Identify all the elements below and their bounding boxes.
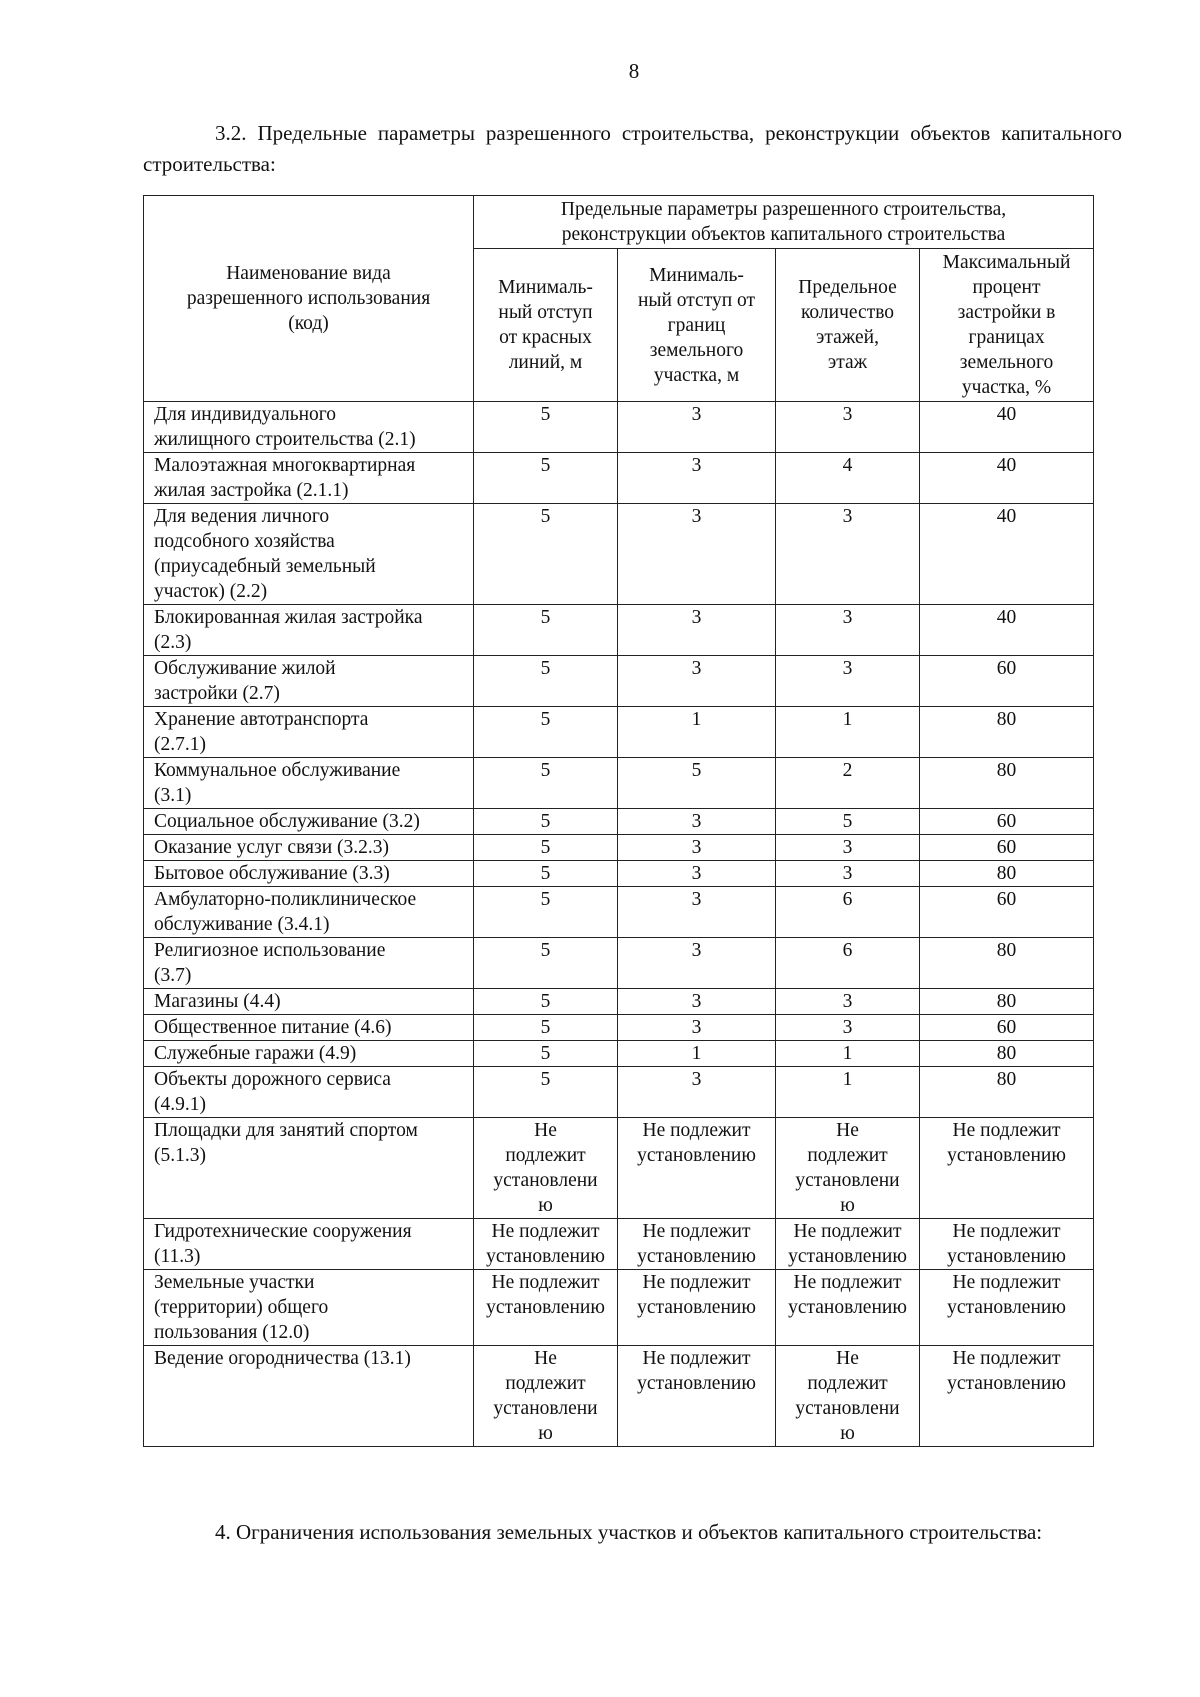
cell-line: 60 xyxy=(996,658,1017,679)
cell-line: 3 xyxy=(691,506,702,527)
cell-line: Религиозное использование xyxy=(154,940,386,961)
table-row xyxy=(144,835,1094,861)
use-type-cell xyxy=(144,938,474,989)
min-offset-red-lines-cell xyxy=(474,1219,618,1270)
cell-line: Не подлежит xyxy=(491,1272,600,1293)
cell-line: (5.1.3) xyxy=(154,1145,206,1166)
table-row xyxy=(144,758,1094,809)
cell-line: 3 xyxy=(691,837,702,858)
cell-line: ю xyxy=(538,1195,553,1216)
cell-line: ю xyxy=(840,1195,855,1216)
use-type-cell xyxy=(144,1219,474,1270)
cell-line: 6 xyxy=(842,889,853,910)
cell-line: 5 xyxy=(540,837,551,858)
min-offset-red-lines-cell xyxy=(474,1067,618,1118)
max-floors-cell xyxy=(776,938,920,989)
cell-line: 3 xyxy=(842,1017,853,1038)
cell-line: границ xyxy=(667,314,726,336)
table-row xyxy=(144,656,1094,707)
cell-line: подлежит xyxy=(807,1373,888,1394)
max-coverage-percent-cell xyxy=(920,1219,1094,1270)
cell-line: установлению xyxy=(947,1145,1066,1166)
cell-line: Не xyxy=(836,1348,859,1369)
min-offset-red-lines-cell xyxy=(474,835,618,861)
cell-line: ю xyxy=(538,1423,553,1444)
cell-line: 60 xyxy=(996,889,1017,910)
section-4-heading xyxy=(143,1517,1122,1548)
cell-line: участок) (2.2) xyxy=(154,581,268,602)
min-offset-plot-borders-cell xyxy=(618,758,776,809)
min-offset-red-lines-cell xyxy=(474,938,618,989)
cell-line: Хранение автотранспорта xyxy=(154,709,369,730)
min-offset-plot-borders-cell xyxy=(618,1015,776,1041)
table-row xyxy=(144,1041,1094,1067)
cell-line: Не подлежит xyxy=(952,1120,1061,1141)
cell-line: границах xyxy=(968,327,1045,348)
max-floors-cell xyxy=(776,861,920,887)
cell-line: (4.9.1) xyxy=(154,1094,206,1115)
cell-line: 3 xyxy=(842,506,853,527)
cell-line: 3 xyxy=(691,889,702,910)
cell-line: Объекты дорожного сервиса xyxy=(154,1069,391,1090)
cell-line: Гидротехнические сооружения xyxy=(154,1221,412,1242)
header-use-type xyxy=(144,196,474,402)
table-header xyxy=(144,196,1094,402)
cell-line: 5 xyxy=(540,889,551,910)
max-floors-cell xyxy=(776,1041,920,1067)
max-coverage-percent-cell xyxy=(920,758,1094,809)
cell-line: 80 xyxy=(996,991,1017,1012)
cell-line: Не подлежит xyxy=(952,1348,1061,1369)
cell-line: 3 xyxy=(691,1069,702,1090)
cell-line: (территории) общего xyxy=(154,1297,329,1318)
cell-line: (3.1) xyxy=(154,785,192,806)
cell-line: установлению xyxy=(788,1297,907,1318)
min-offset-red-lines-cell xyxy=(474,1270,618,1346)
min-offset-plot-borders-cell xyxy=(618,809,776,835)
cell-line: установлени xyxy=(795,1170,900,1191)
table-row xyxy=(144,989,1094,1015)
cell-line: 2 xyxy=(842,760,853,781)
cell-line: 3 xyxy=(842,607,853,628)
min-offset-plot-borders-cell xyxy=(618,707,776,758)
max-floors-cell xyxy=(776,1015,920,1041)
use-type-cell xyxy=(144,1346,474,1447)
cell-line: 3 xyxy=(842,658,853,679)
cell-line: Бытовое обслуживание (3.3) xyxy=(154,863,390,884)
cell-line: Не xyxy=(836,1120,859,1141)
cell-line: Не подлежит xyxy=(642,1221,751,1242)
cell-line: 5 xyxy=(540,658,551,679)
cell-line: установлению xyxy=(947,1297,1066,1318)
header-parameters-group xyxy=(474,196,1094,249)
min-offset-plot-borders-cell xyxy=(618,402,776,453)
min-offset-red-lines-cell xyxy=(474,1118,618,1219)
cell-line: Оказание услуг связи (3.2.3) xyxy=(154,837,390,858)
cell-line: подсобного хозяйства xyxy=(154,531,335,552)
max-coverage-percent-cell xyxy=(920,707,1094,758)
cell-line: Максимальный xyxy=(942,252,1071,273)
min-offset-red-lines-cell xyxy=(474,809,618,835)
use-type-cell xyxy=(144,402,474,453)
max-coverage-percent-cell xyxy=(920,1067,1094,1118)
use-type-cell xyxy=(144,1118,474,1219)
cell-line: Блокированная жилая застройка xyxy=(154,607,423,628)
table-row xyxy=(144,938,1094,989)
cell-line: Амбулаторно-поликлиническое xyxy=(154,889,417,910)
max-floors-cell xyxy=(776,402,920,453)
min-offset-plot-borders-cell xyxy=(618,656,776,707)
cell-line: Предельные параметры разрешенного строительства, xyxy=(560,199,1007,220)
max-coverage-percent-cell xyxy=(920,887,1094,938)
max-floors-cell xyxy=(776,1346,920,1447)
cell-line: установлению xyxy=(637,1246,756,1267)
cell-line: 5 xyxy=(540,506,551,527)
cell-line: участка, % xyxy=(961,377,1052,398)
cell-line: разрешенного использования xyxy=(186,288,431,309)
use-type-cell xyxy=(144,989,474,1015)
cell-line: 1 xyxy=(842,709,853,730)
cell-line: процент xyxy=(972,277,1041,298)
min-offset-red-lines-cell xyxy=(474,656,618,707)
cell-line: (2.3) xyxy=(154,632,192,653)
min-offset-red-lines-cell xyxy=(474,758,618,809)
cell-line: Коммунальное обслуживание xyxy=(154,760,401,781)
cell-line: 5 xyxy=(540,455,551,476)
cell-line: 3 xyxy=(842,863,853,884)
cell-line: 5 xyxy=(842,811,853,832)
min-offset-plot-borders-cell xyxy=(618,861,776,887)
max-floors-cell xyxy=(776,989,920,1015)
cell-line: 5 xyxy=(540,760,551,781)
cell-line: Минималь- xyxy=(649,264,744,286)
cell-line: 80 xyxy=(996,1043,1017,1064)
cell-line: Ведение огородничества (13.1) xyxy=(154,1348,411,1369)
use-type-cell xyxy=(144,758,474,809)
cell-line: 80 xyxy=(996,760,1017,781)
cell-line: 1 xyxy=(691,709,702,730)
cell-line: 80 xyxy=(996,940,1017,961)
cell-line: подлежит xyxy=(505,1373,586,1394)
cell-line: 40 xyxy=(996,455,1017,476)
cell-line: 3 xyxy=(691,940,702,961)
use-type-cell xyxy=(144,1067,474,1118)
cell-line: 5 xyxy=(540,1043,551,1064)
use-type-cell xyxy=(144,861,474,887)
cell-line: линий, м xyxy=(508,352,583,373)
max-floors-cell xyxy=(776,453,920,504)
cell-line: 5 xyxy=(540,709,551,730)
cell-line: 5 xyxy=(540,607,551,628)
max-coverage-percent-cell xyxy=(920,1015,1094,1041)
max-coverage-percent-cell xyxy=(920,989,1094,1015)
cell-line: установлению xyxy=(637,1145,756,1166)
cell-line: Для индивидуального xyxy=(154,404,337,425)
min-offset-plot-borders-cell xyxy=(618,1041,776,1067)
max-coverage-percent-cell xyxy=(920,809,1094,835)
cell-line: 5 xyxy=(540,1017,551,1038)
table-body xyxy=(144,402,1094,1447)
cell-line: 3 xyxy=(842,991,853,1012)
page-number: 8 xyxy=(628,59,640,83)
table-row xyxy=(144,605,1094,656)
max-coverage-percent-cell xyxy=(920,453,1094,504)
cell-line: Минималь- xyxy=(498,277,593,298)
cell-line: 5 xyxy=(540,991,551,1012)
cell-line: ный отступ от xyxy=(637,289,756,311)
cell-line: 80 xyxy=(996,863,1017,884)
min-offset-plot-borders-cell xyxy=(618,1346,776,1447)
min-offset-plot-borders-cell xyxy=(618,989,776,1015)
max-floors-cell xyxy=(776,656,920,707)
min-offset-red-lines-cell xyxy=(474,504,618,605)
max-floors-cell xyxy=(776,1270,920,1346)
max-floors-cell xyxy=(776,758,920,809)
max-coverage-percent-cell xyxy=(920,402,1094,453)
cell-line: застройки (2.7) xyxy=(154,683,280,704)
cell-line: установлению xyxy=(947,1246,1066,1267)
cell-line: Предельное xyxy=(798,277,897,298)
cell-line: 3 xyxy=(842,404,853,425)
cell-line: подлежит xyxy=(505,1145,586,1166)
cell-line: 3 xyxy=(691,811,702,832)
table-row xyxy=(144,1346,1094,1447)
cell-line: Для ведения личного xyxy=(154,506,330,527)
cell-line: Не подлежит xyxy=(952,1272,1061,1293)
max-floors-cell xyxy=(776,707,920,758)
table-row xyxy=(144,402,1094,453)
cell-line: Не подлежит xyxy=(952,1221,1061,1242)
cell-line: Не подлежит xyxy=(793,1221,902,1242)
max-coverage-percent-cell xyxy=(920,1346,1094,1447)
table-row xyxy=(144,861,1094,887)
use-type-cell xyxy=(144,504,474,605)
cell-line: 5 xyxy=(540,811,551,832)
max-floors-cell xyxy=(776,809,920,835)
parameters-table xyxy=(143,195,1094,1447)
cell-line: 60 xyxy=(996,1017,1017,1038)
cell-line: подлежит xyxy=(807,1145,888,1166)
header-min-offset-plot-borders xyxy=(618,249,776,402)
cell-line: 3 xyxy=(691,404,702,425)
table-row xyxy=(144,1219,1094,1270)
cell-line: количество xyxy=(800,302,895,323)
cell-line: 3 xyxy=(842,837,853,858)
cell-line: 80 xyxy=(996,709,1017,730)
cell-line: установлению xyxy=(486,1297,605,1318)
cell-line: (2.7.1) xyxy=(154,734,206,755)
cell-line: 6 xyxy=(842,940,853,961)
cell-line: 40 xyxy=(996,506,1017,527)
header-min-offset-red-lines xyxy=(474,249,618,402)
cell-line: Малоэтажная многоквартирная xyxy=(154,455,416,476)
cell-line: Не xyxy=(534,1120,557,1141)
cell-line: 3 xyxy=(691,991,702,1012)
cell-line: застройки в xyxy=(957,302,1056,323)
cell-line: 1 xyxy=(691,1043,702,1064)
max-coverage-percent-cell xyxy=(920,504,1094,605)
cell-line: 80 xyxy=(996,1069,1017,1090)
min-offset-red-lines-cell xyxy=(474,861,618,887)
min-offset-plot-borders-cell xyxy=(618,1270,776,1346)
max-coverage-percent-cell xyxy=(920,938,1094,989)
cell-line: Служебные гаражи (4.9) xyxy=(154,1043,357,1064)
section-3-2-heading xyxy=(143,118,1122,180)
cell-line: установлени xyxy=(795,1398,900,1419)
cell-line: Не подлежит xyxy=(793,1272,902,1293)
min-offset-red-lines-cell xyxy=(474,1015,618,1041)
cell-line: 40 xyxy=(996,404,1017,425)
use-type-cell xyxy=(144,656,474,707)
use-type-cell xyxy=(144,707,474,758)
header-max-floors xyxy=(776,249,920,402)
cell-line: 1 xyxy=(842,1069,853,1090)
min-offset-plot-borders-cell xyxy=(618,887,776,938)
cell-line: (приусадебный земельный xyxy=(154,556,376,577)
min-offset-red-lines-cell xyxy=(474,707,618,758)
min-offset-plot-borders-cell xyxy=(618,453,776,504)
cell-line: 1 xyxy=(842,1043,853,1064)
cell-line: 3 xyxy=(691,455,702,476)
table-row xyxy=(144,707,1094,758)
max-coverage-percent-cell xyxy=(920,1118,1094,1219)
min-offset-red-lines-cell xyxy=(474,402,618,453)
cell-line: установлению xyxy=(947,1373,1066,1394)
cell-line: 3 xyxy=(691,1017,702,1038)
cell-line: 5 xyxy=(540,404,551,425)
cell-line: Не подлежит xyxy=(491,1221,600,1242)
max-floors-cell xyxy=(776,1219,920,1270)
min-offset-red-lines-cell xyxy=(474,1041,618,1067)
max-coverage-percent-cell xyxy=(920,835,1094,861)
cell-line: земельного xyxy=(959,352,1054,373)
cell-line: Не подлежит xyxy=(642,1348,751,1369)
table-row xyxy=(144,1015,1094,1041)
use-type-cell xyxy=(144,1015,474,1041)
cell-line: этаж xyxy=(827,352,868,373)
use-type-cell xyxy=(144,835,474,861)
max-coverage-percent-cell xyxy=(920,605,1094,656)
cell-line: Социальное обслуживание (3.2) xyxy=(154,811,420,832)
cell-line: ный отступ xyxy=(498,302,593,323)
cell-line: 5 xyxy=(540,863,551,884)
table-row xyxy=(144,887,1094,938)
min-offset-plot-borders-cell xyxy=(618,1118,776,1219)
use-type-cell xyxy=(144,809,474,835)
cell-line: 5 xyxy=(540,1069,551,1090)
cell-line: установлению xyxy=(486,1246,605,1267)
cell-line: Магазины (4.4) xyxy=(154,991,281,1012)
max-floors-cell xyxy=(776,1067,920,1118)
min-offset-plot-borders-cell xyxy=(618,504,776,605)
max-coverage-percent-cell xyxy=(920,861,1094,887)
cell-line: 3 xyxy=(691,658,702,679)
cell-line: (11.3) xyxy=(154,1246,201,1267)
cell-line: 3 xyxy=(691,607,702,628)
cell-line: Не подлежит xyxy=(642,1120,751,1141)
max-floors-cell xyxy=(776,504,920,605)
max-coverage-percent-cell xyxy=(920,656,1094,707)
min-offset-plot-borders-cell xyxy=(618,835,776,861)
max-coverage-percent-cell xyxy=(920,1270,1094,1346)
cell-line: Земельные участки xyxy=(154,1272,315,1293)
cell-line: 4 xyxy=(842,455,853,476)
cell-line: жилищного строительства (2.1) xyxy=(154,429,416,450)
min-offset-plot-borders-cell xyxy=(618,938,776,989)
max-floors-cell xyxy=(776,1118,920,1219)
cell-line: Не xyxy=(534,1348,557,1369)
cell-line: 40 xyxy=(996,607,1017,628)
cell-line: обслуживание (3.4.1) xyxy=(154,914,330,935)
max-floors-cell xyxy=(776,887,920,938)
use-type-cell xyxy=(144,1041,474,1067)
cell-line: (код) xyxy=(288,313,329,334)
cell-line: Обслуживание жилой xyxy=(154,658,336,679)
cell-line: пользования (12.0) xyxy=(154,1322,310,1343)
cell-line: Не подлежит xyxy=(642,1272,751,1293)
cell-line: установлени xyxy=(493,1170,598,1191)
table-row xyxy=(144,504,1094,605)
cell-line: установлению xyxy=(788,1246,907,1267)
min-offset-red-lines-cell xyxy=(474,1346,618,1447)
use-type-cell xyxy=(144,887,474,938)
max-floors-cell xyxy=(776,835,920,861)
cell-line: участка, м xyxy=(653,364,740,386)
header-max-coverage-percent xyxy=(920,249,1094,402)
table-row xyxy=(144,1118,1094,1219)
section-4-text: 4. Ограничения использования земельных участков и объектов капитального строительства: xyxy=(215,1520,1043,1544)
cell-line: этажей, xyxy=(816,327,879,348)
use-type-cell xyxy=(144,605,474,656)
min-offset-red-lines-cell xyxy=(474,453,618,504)
cell-line: ю xyxy=(840,1423,855,1444)
use-type-cell xyxy=(144,453,474,504)
cell-line: Наименование вида xyxy=(226,263,391,284)
cell-line: реконструкции объектов капитального строительства xyxy=(561,224,1006,245)
min-offset-red-lines-cell xyxy=(474,605,618,656)
min-offset-plot-borders-cell xyxy=(618,605,776,656)
cell-line: 60 xyxy=(996,811,1017,832)
table-row xyxy=(144,809,1094,835)
cell-line: 3 xyxy=(691,863,702,884)
cell-line: установлению xyxy=(637,1297,756,1318)
cell-line: установлению xyxy=(637,1373,756,1394)
max-floors-cell xyxy=(776,605,920,656)
use-type-cell xyxy=(144,1270,474,1346)
min-offset-red-lines-cell xyxy=(474,887,618,938)
cell-line: земельного xyxy=(649,339,744,361)
cell-line: 5 xyxy=(540,940,551,961)
cell-line: от красных xyxy=(499,327,592,348)
max-coverage-percent-cell xyxy=(920,1041,1094,1067)
cell-line: жилая застройка (2.1.1) xyxy=(154,480,349,501)
table-row xyxy=(144,1270,1094,1346)
cell-line: Общественное питание (4.6) xyxy=(154,1017,392,1038)
min-offset-red-lines-cell xyxy=(474,989,618,1015)
cell-line: (3.7) xyxy=(154,965,192,986)
table-row xyxy=(144,1067,1094,1118)
cell-line: 60 xyxy=(996,837,1017,858)
cell-line: Площадки для занятий спортом xyxy=(154,1120,418,1141)
min-offset-plot-borders-cell xyxy=(618,1067,776,1118)
table-row xyxy=(144,453,1094,504)
cell-line: установлени xyxy=(493,1398,598,1419)
min-offset-plot-borders-cell xyxy=(618,1219,776,1270)
cell-line: 5 xyxy=(691,760,702,781)
section-3-2-text: 3.2. Предельные параметры разрешенного строительства, реконструкции объектов капитального строительства: xyxy=(143,121,1122,176)
